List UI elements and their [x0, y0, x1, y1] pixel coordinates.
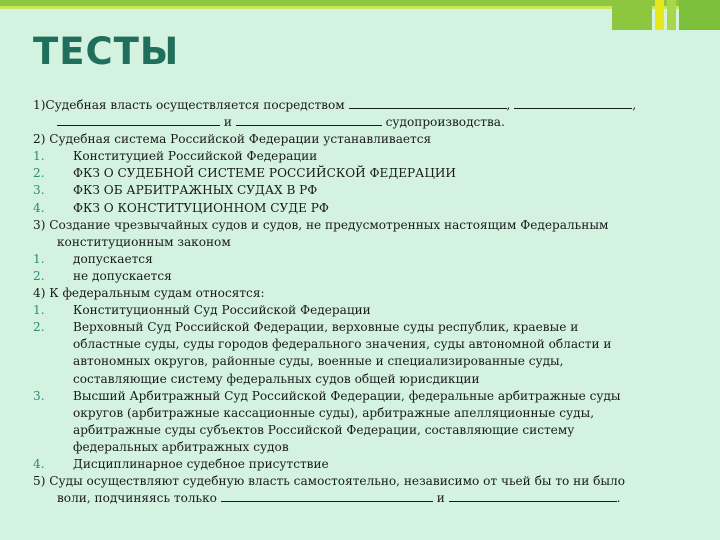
decorative-top-bars: [0, 0, 720, 30]
accent-block-yellow: [655, 0, 664, 30]
slide-title: ТЕСТЫ: [33, 30, 180, 73]
list-item: 1. допускается: [33, 251, 153, 266]
list-item: 2. не допускается: [33, 268, 172, 283]
question-3: 3) Создание чрезвычайных судов и судов, не предусмотренных настоящим Федеральным: [33, 217, 609, 232]
list-item: 3. Высший Арбитражный Суд Российской Федерации, федеральные арбитражные суды округов (арбитражные кассационные суды), арбитражные апелляционные суды, арбитражные суды субъектов Российской Федерации, составляющие систему федеральных арбитражных судов: [33, 388, 621, 454]
accent-block-green: [612, 0, 652, 30]
answer-blank: [221, 490, 433, 502]
question-4: 4) К федеральным судам относятся:: [33, 286, 265, 301]
accent-block-lightgreen: [667, 0, 676, 30]
list-item: 2. Верховный Суд Российской Федерации, верховные суды республик, краевые и областные суды, суды городов федерального значения, суды автономной области и автономных округов, районные суды, военные и специализированные суды, составляющие систему федеральных судов общей юрисдикции: [33, 320, 612, 386]
test-content: [33, 97, 693, 507]
answer-blank: [514, 97, 632, 109]
accent-block-darkgreen: [679, 0, 720, 30]
list-item: 4. Дисциплинарное судебное присутствие: [33, 456, 329, 471]
answer-blank: [449, 490, 617, 502]
list-item: 1. Конституционный Суд Российской Федерации: [33, 303, 371, 318]
question-1: 1)Судебная власть осуществляется посредством , ,: [33, 98, 637, 112]
answer-blank: [349, 97, 507, 109]
question-1-cont: и судопроизводства.: [33, 114, 693, 131]
question-5-cont: воли, подчиняясь только и .: [57, 491, 621, 506]
list-item: 3. ФКЗ ОБ АРБИТРАЖНЫХ СУДАХ В РФ: [33, 183, 318, 198]
question-2: 2) Судебная система Российской Федерации устанавливается: [33, 132, 432, 147]
question-5: 5) Суды осуществляют судебную власть самостоятельно, независимо от чьей бы то ни было: [33, 474, 625, 489]
answer-blank: [236, 114, 382, 126]
question-3-cont: конституционным законом: [57, 234, 231, 249]
list-item: 2. ФКЗ О СУДЕБНОЙ СИСТЕМЕ РОССИЙСКОЙ ФЕДЕРАЦИИ: [33, 166, 456, 181]
list-item: 1. Конституцией Российской Федерации: [33, 149, 318, 164]
list-item: 4. ФКЗ О КОНСТИТУЦИОННОМ СУДЕ РФ: [33, 200, 329, 215]
answer-blank: [57, 114, 220, 126]
